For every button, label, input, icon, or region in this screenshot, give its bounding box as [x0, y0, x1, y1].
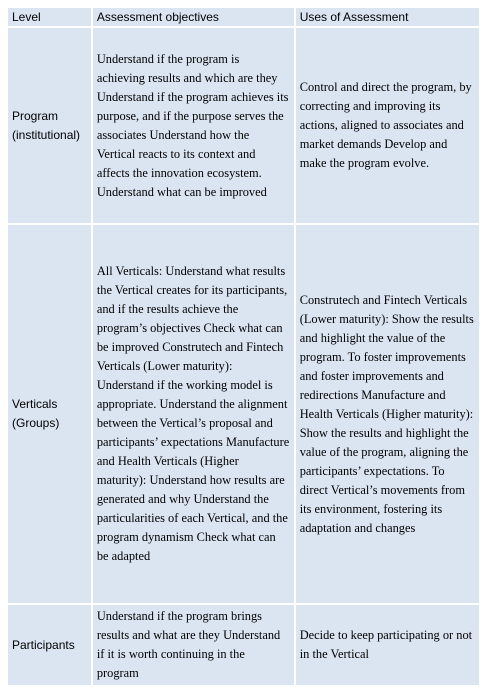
cell-level: Program (institutional): [8, 28, 91, 223]
cell-objectives: Understand if the program is achieving results and which are they Understand if the program achieves its purpose, and if the purpose serves the associates Understand how the Vertical reacts to its context and affects the innovation ecosystem. Understand what can be improved: [93, 28, 294, 223]
table-row-participants: [8, 605, 479, 685]
table-row-program: [8, 28, 479, 223]
cell-objectives: All Verticals: Understand what results the Vertical creates for its participants, and if the results achieve the program’s objectives Check what can be improved Construtech and Fintech Verticals (Lower maturity): Understand if the working model is appropriate. Understand the alignment between the Vertical’s proposal and participants’ expectations Manufacture and Health Verticals (Higher maturity): Understand how results are generated and why Understand the particularities of each Vertical, and the program dynamism Check what can be adapted: [93, 225, 294, 603]
cell-uses: Decide to keep participating or not in the Vertical: [296, 605, 479, 685]
cell-level: Participants: [8, 605, 91, 685]
header-row: [8, 8, 479, 26]
header-assessment-objectives: Assessment objectives: [93, 8, 294, 26]
header-uses-of-assessment: Uses of Assessment: [296, 8, 479, 26]
cell-uses: Construtech and Fintech Verticals (Lower maturity): Show the results and highlight the value of the program. To foster improvements and foster improvements and redirections Manufacture and Health Verticals (Higher maturity): Show the results and highlight the value of the program, aligning the participants’ expectations. To direct Vertical’s movements from its environment, fostering its adaptation and changes: [296, 225, 479, 603]
header-level: Level: [8, 8, 91, 26]
assessment-table: [6, 6, 481, 687]
cell-uses: Control and direct the program, by correcting and improving its actions, aligned to associates and market demands Develop and make the program evolve.: [296, 28, 479, 223]
cell-objectives: Understand if the program brings results and what are they Understand if it is worth continuing in the program: [93, 605, 294, 685]
cell-level: Verticals (Groups): [8, 225, 91, 603]
table-row-verticals: [8, 225, 479, 603]
